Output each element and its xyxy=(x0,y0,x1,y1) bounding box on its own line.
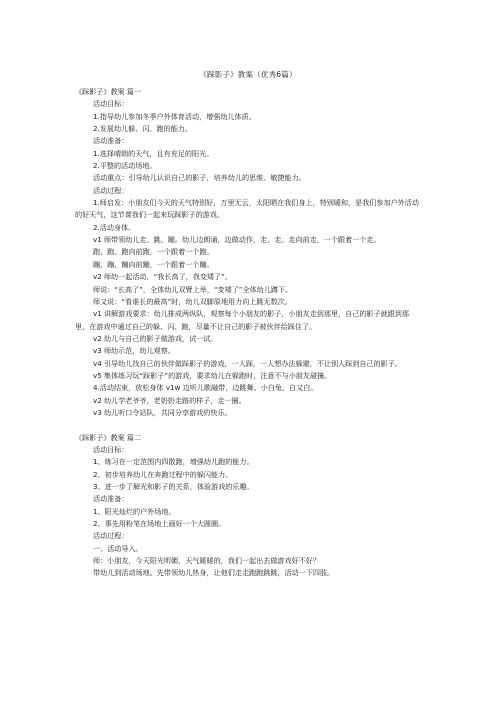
paragraph: 师说：“长高了”，全体幼儿双臂上举，“变矮了”全体幼儿蹲下。 xyxy=(93,284,293,294)
paragraph: 1.师启发：小朋友们今天的天气特别好，万里无云，太阳晒在我们身上，特别暖和，是我们参加户外活动的好天气，这节课我们一起来玩踩影子的游戏。 xyxy=(75,198,419,220)
paragraph: v3 师幼示范，幼儿观察。 xyxy=(93,346,175,356)
paragraph: 一、活动导入。 xyxy=(93,543,143,553)
paragraph: 1.选择晴朗的天气，且有充足的阳光。 xyxy=(93,148,214,158)
section-heading: 《踩影子》教案 篇一 xyxy=(75,87,142,96)
paragraph: 活动目标： xyxy=(93,99,129,109)
paragraph: v1 讲解游戏要求：幼儿排成两纵队，观察每个小朋友的影子，小朋友走到那里，自己的影子就跟到那里，在游戏中通过自己的躲、闪、跑，尽量不让自己的影子被伙伴给踩住了。 xyxy=(75,309,409,331)
paragraph: 活动目标： xyxy=(93,444,129,454)
paragraph: 1.指导幼儿参加冬季户外体育活动，增强幼儿体质。 xyxy=(93,111,256,121)
document-body xyxy=(75,86,423,580)
document-title: 《踩影子》教案（优秀6篇） xyxy=(199,70,297,79)
paragraph: 2.平整的活动场地。 xyxy=(93,161,157,171)
paragraph: 2、事先用粉笔在场地上画好一个大圆圈。 xyxy=(93,519,226,529)
paragraph: 师又说：“看谁长的最高”时，幼儿双脚原地用力向上跳无数次。 xyxy=(93,296,292,306)
paragraph: v4 引导幼儿找自己的伙伴做踩影子的游戏，一人踩，一人想办法躲避，不让别人踩到自己的影子。 xyxy=(93,358,402,368)
paragraph: v2 幼儿与自己的影子做游戏，试一试。 xyxy=(93,333,218,343)
paragraph: 跑、跑、跑向前跑，一个跟着一个跑。 xyxy=(93,247,214,257)
paragraph: 活动重点：引导幼儿认识自己的影子，培养幼儿的思维、敏捷能力。 xyxy=(93,173,306,183)
paragraph: 活动过程： xyxy=(93,185,129,195)
paragraph: 带幼儿到活动场地。先带领幼儿热身，让他们走走跑跑跳跳，活动一下四肢。 xyxy=(93,568,335,578)
paragraph: 3、进一步了解光和影子的关系，体验游戏的乐趣。 xyxy=(93,482,254,491)
paragraph: v2 师幼一起活动，“我长高了，我变矮了”。 xyxy=(93,272,232,282)
paragraph: 活动准备： xyxy=(93,494,129,504)
paragraph: 4.活动结束，放松身体 v1w 边听儿歌融带，边跳舞。小白兔，白又白。 xyxy=(93,383,318,393)
paragraph: 1、阳光灿烂的户外场地。 xyxy=(93,506,176,516)
section-spacer xyxy=(75,419,423,431)
paragraph: v2 幼儿学老爷爷，老奶奶走路的样子，走一圈。 xyxy=(93,395,246,405)
paragraph: 活动准备： xyxy=(93,136,129,146)
paragraph: v1 师带领幼儿走、跳、蹦。幼儿边朗诵，边做动作，走、走、走向前走，一个跟着一个走。 xyxy=(93,235,381,245)
paragraph: 活动过程： xyxy=(93,531,129,541)
section-heading: 《踩影子》教案 篇二 xyxy=(75,432,142,442)
paragraph: 蹦、蹦、蹦向前蹦，一个跟着一个蹦。 xyxy=(93,259,214,269)
paragraph: 2、初步培养幼儿在奔跑过程中的躲闪能力。 xyxy=(93,469,233,479)
paragraph: v3 幼儿听口令站队，共同分享游戏的快乐。 xyxy=(93,407,232,417)
paragraph: 2.活动身体。 xyxy=(93,222,136,232)
paragraph: 师：小朋友，今天阳光明媚，天气暖暖的，我们一起出去做游戏好不好？ xyxy=(93,556,320,566)
paragraph: v5 集体练习玩“踩影子”的游戏，要求幼儿在躲跑时，注意不与小朋友碰撞。 xyxy=(93,370,332,380)
paragraph: 1、练习在一定范围内四散跑，增强幼儿跑的能力。 xyxy=(93,457,254,467)
paragraph: 2.发展幼儿躲、闪、跑的能力。 xyxy=(93,124,192,134)
